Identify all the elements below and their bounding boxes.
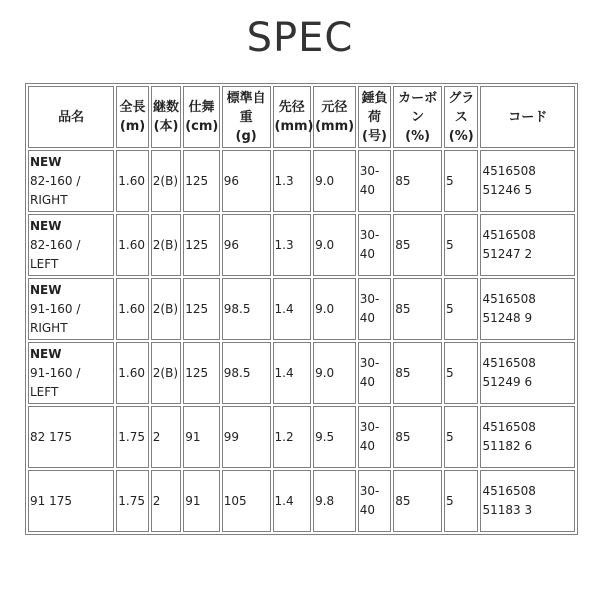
cell-carbon: 85 <box>393 278 442 340</box>
cell-carbon: 85 <box>393 406 442 468</box>
cell-carbon: 85 <box>393 470 442 532</box>
cell-weight: 99 <box>222 406 271 468</box>
cell-sections: 2 <box>151 470 181 532</box>
cell-name: NEW 82-160 / LEFT <box>28 214 114 276</box>
cell-closed-length: 125 <box>183 342 220 404</box>
cell-name: NEW 91-160 / RIGHT <box>28 278 114 340</box>
cell-sinker-load: 30- 40 <box>358 470 392 532</box>
cell-sinker-load: 30- 40 <box>358 214 392 276</box>
cell-sections: 2(B) <box>151 150 181 212</box>
table-row <box>28 342 575 404</box>
cell-length: 1.75 <box>116 470 148 532</box>
cell-code: 4516508 51248 9 <box>480 278 575 340</box>
cell-code: 4516508 51246 5 <box>480 150 575 212</box>
cell-name: NEW 82-160 / RIGHT <box>28 150 114 212</box>
cell-code: 4516508 51183 3 <box>480 470 575 532</box>
cell-sections: 2(B) <box>151 278 181 340</box>
header-code: コード <box>480 86 575 148</box>
header-butt-diameter: 元径 (mm) <box>313 86 356 148</box>
cell-sections: 2(B) <box>151 214 181 276</box>
table-row <box>28 406 575 468</box>
cell-sinker-load: 30- 40 <box>358 342 392 404</box>
cell-closed-length: 125 <box>183 150 220 212</box>
table-row <box>28 278 575 340</box>
cell-butt-diameter: 9.0 <box>313 278 356 340</box>
header-glass: グラ ス (%) <box>444 86 479 148</box>
cell-butt-diameter: 9.0 <box>313 214 356 276</box>
cell-glass: 5 <box>444 470 479 532</box>
cell-carbon: 85 <box>393 342 442 404</box>
cell-weight: 98.5 <box>222 278 271 340</box>
cell-tip-diameter: 1.3 <box>273 150 312 212</box>
cell-code: 4516508 51182 6 <box>480 406 575 468</box>
table-row <box>28 214 575 276</box>
cell-code: 4516508 51247 2 <box>480 214 575 276</box>
cell-weight: 98.5 <box>222 342 271 404</box>
cell-code: 4516508 51249 6 <box>480 342 575 404</box>
cell-carbon: 85 <box>393 150 442 212</box>
header-closed-length: 仕舞 (cm) <box>183 86 220 148</box>
cell-glass: 5 <box>444 342 479 404</box>
cell-sinker-load: 30- 40 <box>358 150 392 212</box>
header-row <box>28 86 575 148</box>
cell-weight: 96 <box>222 150 271 212</box>
cell-butt-diameter: 9.0 <box>313 342 356 404</box>
header-sections: 継数 (本) <box>151 86 181 148</box>
cell-weight: 96 <box>222 214 271 276</box>
cell-name: 82 175 <box>28 406 114 468</box>
cell-closed-length: 91 <box>183 406 220 468</box>
cell-glass: 5 <box>444 214 479 276</box>
cell-tip-diameter: 1.4 <box>273 470 312 532</box>
cell-glass: 5 <box>444 406 479 468</box>
table-row <box>28 150 575 212</box>
spec-table <box>25 83 578 535</box>
page-title: SPEC <box>246 15 354 61</box>
cell-glass: 5 <box>444 278 479 340</box>
cell-closed-length: 125 <box>183 278 220 340</box>
cell-name: 91 175 <box>28 470 114 532</box>
header-tip-diameter: 先径 (mm) <box>273 86 312 148</box>
cell-butt-diameter: 9.0 <box>313 150 356 212</box>
cell-carbon: 85 <box>393 214 442 276</box>
header-name: 品名 <box>28 86 114 148</box>
cell-length: 1.60 <box>116 150 148 212</box>
header-length: 全長 (m) <box>116 86 148 148</box>
cell-sinker-load: 30- 40 <box>358 406 392 468</box>
header-sinker-load: 錘負 荷 (号) <box>358 86 392 148</box>
cell-tip-diameter: 1.4 <box>273 342 312 404</box>
cell-closed-length: 91 <box>183 470 220 532</box>
header-weight: 標準自 重 (g) <box>222 86 271 148</box>
header-carbon: カーボ ン (%) <box>393 86 442 148</box>
table-row <box>28 470 575 532</box>
cell-glass: 5 <box>444 150 479 212</box>
cell-weight: 105 <box>222 470 271 532</box>
cell-length: 1.60 <box>116 342 148 404</box>
cell-sections: 2(B) <box>151 342 181 404</box>
cell-sections: 2 <box>151 406 181 468</box>
cell-butt-diameter: 9.5 <box>313 406 356 468</box>
cell-tip-diameter: 1.3 <box>273 214 312 276</box>
cell-name: NEW 91-160 / LEFT <box>28 342 114 404</box>
cell-length: 1.60 <box>116 214 148 276</box>
cell-tip-diameter: 1.4 <box>273 278 312 340</box>
cell-sinker-load: 30- 40 <box>358 278 392 340</box>
cell-butt-diameter: 9.8 <box>313 470 356 532</box>
cell-closed-length: 125 <box>183 214 220 276</box>
cell-length: 1.60 <box>116 278 148 340</box>
cell-length: 1.75 <box>116 406 148 468</box>
cell-tip-diameter: 1.2 <box>273 406 312 468</box>
